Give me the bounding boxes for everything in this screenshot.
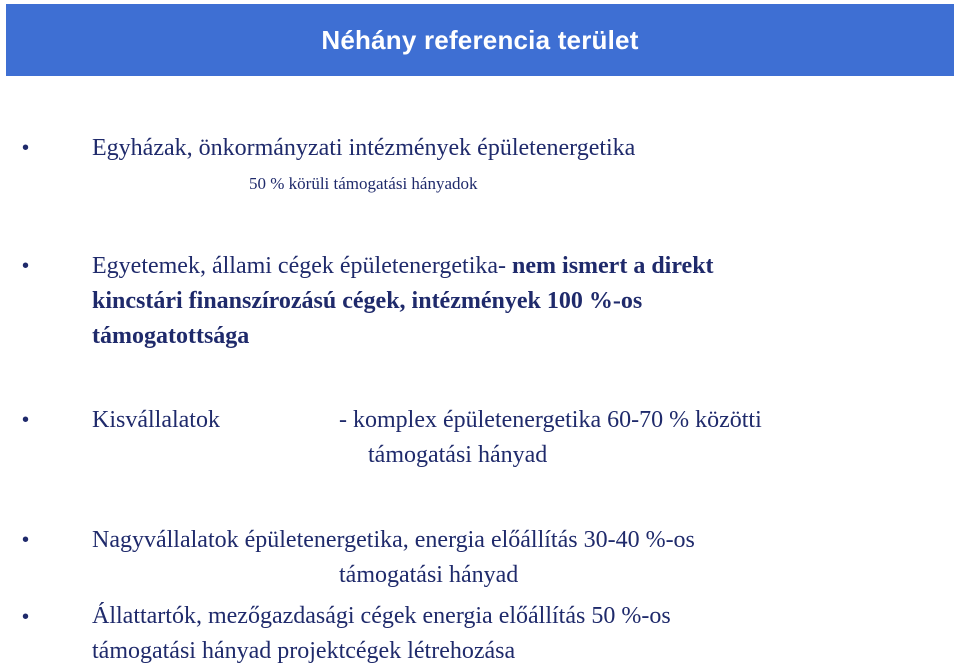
item-5-line-1: Állattartók, mezőgazdasági cégek energia előállítás 50 %-os	[92, 603, 671, 629]
item-4-line-2: támogatási hányad	[339, 562, 519, 588]
item-4-line-1: Nagyvállalatok épületenergetika, energia előállítás 30-40 %-os	[92, 527, 695, 553]
item-3-line-1: - komplex épületenergetika 60-70 % közötti	[339, 407, 762, 433]
title-bar	[6, 4, 954, 76]
bullet-icon: •	[22, 409, 30, 431]
bullet-icon: •	[22, 606, 30, 628]
bullet-icon: •	[22, 255, 30, 277]
item-2-line-1-normal: Egyetemek, állami cégek épületenergetika-	[92, 253, 513, 279]
page-title: Néhány referencia terület	[321, 24, 639, 55]
item-1-line-1: Egyházak, önkormányzati intézmények épületenergetika	[92, 135, 636, 161]
item-2-line-1	[92, 254, 714, 278]
item-3-label: Kisvállalatok	[92, 407, 220, 433]
bullet-icon: •	[22, 137, 30, 159]
bullet-icon: •	[22, 529, 30, 551]
item-1-sub: 50 % körüli támogatási hányadok	[249, 174, 478, 193]
item-2-line-2: kincstári finanszírozású cégek, intézmények 100 %-os	[92, 288, 643, 314]
item-2-line-1-bold: nem ismert a direkt	[512, 253, 714, 279]
item-5-line-2: támogatási hányad projektcégek létrehozása	[92, 638, 516, 664]
item-2-line-3: támogatottsága	[92, 323, 250, 349]
item-3-line-2: támogatási hányad	[368, 442, 548, 468]
